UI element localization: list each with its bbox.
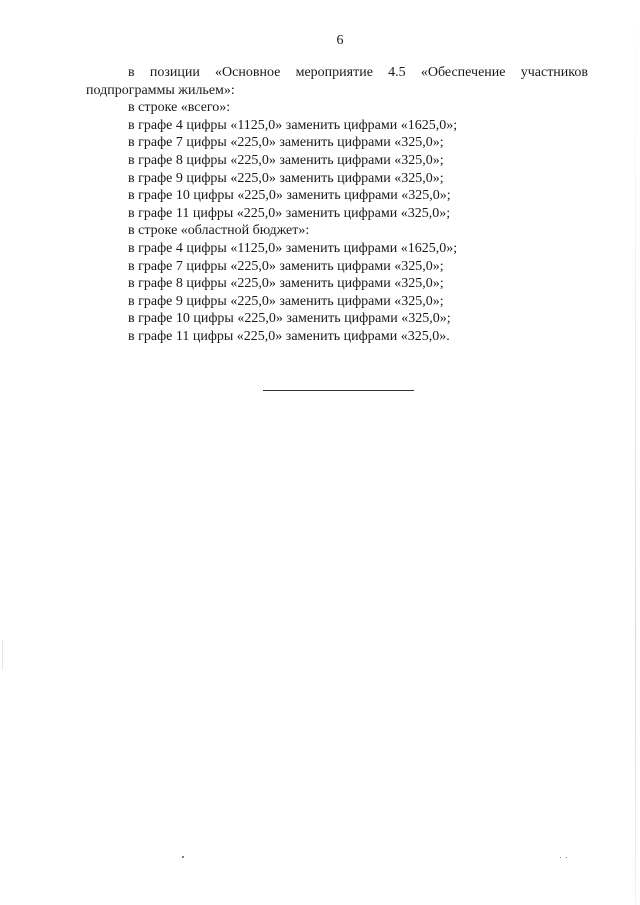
amendment-line: в графе 8 цифры «225,0» заменить цифрами «325,0»; [128, 276, 444, 292]
scan-speck [560, 857, 561, 858]
scan-speck [566, 857, 567, 858]
amendment-line: в графе 8 цифры «225,0» заменить цифрами «325,0»; [128, 152, 444, 168]
amendment-line: в графе 9 цифры «225,0» заменить цифрами «325,0»; [128, 170, 444, 186]
intro-paragraph: в позиции «Основное мероприятие 4.5 «Обеспечение участников подпрограммы жильем»: [86, 65, 588, 98]
amendment-line: в графе 10 цифры «225,0» заменить цифрами «325,0»; [128, 311, 451, 327]
scan-edge-mark [2, 640, 3, 670]
page-number: 6 [336, 33, 344, 48]
amendment-line: в графе 7 цифры «225,0» заменить цифрами «325,0»; [128, 258, 444, 274]
end-separator-line [263, 390, 414, 391]
amendment-line: в графе 4 цифры «1125,0» заменить цифрами «1625,0»; [128, 117, 458, 133]
document-body [86, 64, 588, 346]
section-regional-heading: в строке «областной бюджет»: [128, 223, 310, 239]
section-total-heading: в строке «всего»: [128, 100, 231, 116]
scan-speck [182, 856, 184, 858]
amendment-line: в графе 7 цифры «225,0» заменить цифрами «325,0»; [128, 135, 444, 151]
amendment-line: в графе 11 цифры «225,0» заменить цифрами «325,0». [128, 328, 450, 344]
amendment-line: в графе 4 цифры «1125,0» заменить цифрами «1625,0»; [128, 240, 458, 256]
amendment-line: в графе 10 цифры «225,0» заменить цифрами «325,0»; [128, 188, 451, 204]
amendment-line: в графе 11 цифры «225,0» заменить цифрами «325,0»; [128, 205, 451, 221]
scan-edge-shadow [635, 0, 636, 905]
amendment-line: в графе 9 цифры «225,0» заменить цифрами «325,0»; [128, 293, 444, 309]
